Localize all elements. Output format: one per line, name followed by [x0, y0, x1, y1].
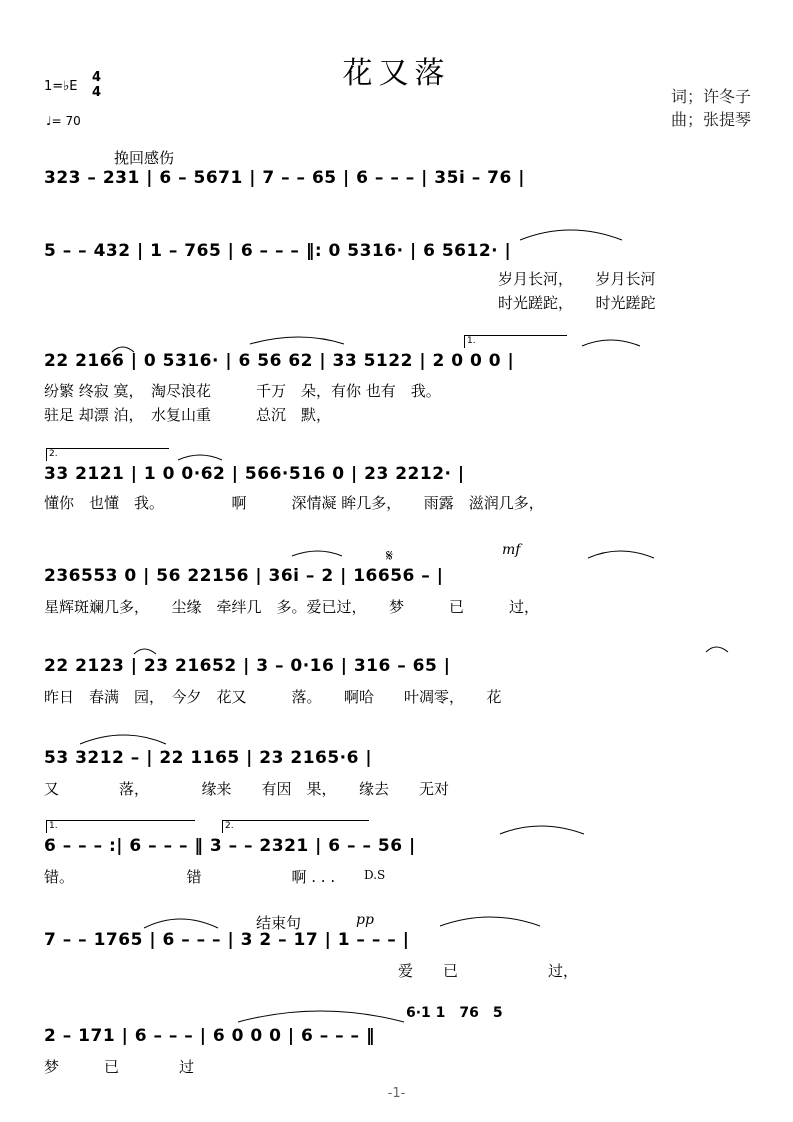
notation-row-9: 7 – – 1765 | 6 – – – | 3 2 – 17 | 1 – – – |	[44, 930, 410, 950]
lyrics-row-5: 星辉斑斓几多， 尘缘 牵绊几 多。爱已过， 梦 已 过，	[44, 598, 540, 616]
notation-row-5: 236553 0 | 56 22156 | 36i – 2 | 16656 – |	[44, 566, 444, 586]
time-sig-top: 4	[92, 70, 102, 85]
time-sig-bottom: 4	[92, 85, 102, 100]
section-label-intro: 挽回感伤	[114, 149, 175, 167]
lyricist-credit: 词；许冬子	[670, 87, 751, 106]
notation-row-6: 22 2123 | 23 21652 | 3 – 0·16 | 316 – 65 |	[44, 656, 451, 676]
lyrics-row-9: 爱 已 过，	[398, 962, 579, 980]
segno-mark: 𝄋	[386, 546, 393, 565]
lyrics-row-3-verse-1: 纷繁 终寂 寞， 淘尽浪花 千万 朵，有你 也有 我。	[44, 382, 441, 400]
lyrics-row-8: 错。 错 啊 . . .	[44, 868, 336, 886]
volta-ending-1: 1.	[46, 820, 195, 833]
song-title: 花又落	[342, 56, 451, 91]
page-number: -1-	[387, 1086, 406, 1101]
notation-row-2: 5 – – 432 | 1 – 765 | 6 – – – ‖: 0 5316· | 6 5612· |	[44, 241, 512, 261]
lyrics-row-4: 懂你 也懂 我。 啊 深情凝 眸几多， 雨露 滋润几多，	[44, 494, 544, 512]
lyrics-row-3-verse-2: 驻足 却漂 泊， 水复山重 总沉 默，	[44, 406, 332, 424]
notation-row-3: 22 2166 | 0 5316· | 6 56 62 | 33 5122 | 2 0 0 0 |	[44, 351, 515, 371]
lyrics-row-2-verse-1: 岁月长河， 岁月长河	[498, 270, 656, 288]
section-label-ending: 结束句	[256, 914, 302, 932]
lyrics-row-6: 昨日 春满 园， 今夕 花又 落。 啊哈 叶凋零， 花	[44, 688, 502, 706]
chord-upper-notes: 6·1 1 76 5	[406, 1005, 503, 1021]
volta-ending-2: 2.	[222, 820, 369, 833]
tempo-mark: ♩= 70	[46, 114, 81, 128]
composer-credit: 曲；张提琴	[670, 110, 751, 129]
dal-segno-mark: D.S	[364, 868, 386, 882]
dynamic-mf: mf	[502, 542, 521, 558]
volta-2: 2.	[46, 448, 169, 461]
notation-row-10: 2 – 171 | 6 – – – | 6 0 0 0 | 6 – – – ‖	[44, 1026, 375, 1046]
notation-row-7: 53 3212 – | 22 1165 | 23 2165·6 |	[44, 748, 373, 768]
lyrics-row-10: 梦 已 过	[44, 1058, 195, 1076]
key-label: 1=♭E	[44, 79, 78, 94]
notation-row-4: 33 2121 | 1 0 0·62 | 566·516 0 | 23 2212· |	[44, 464, 465, 484]
lyrics-row-7: 又 落， 缘来 有因 果， 缘去 无对	[44, 780, 450, 798]
volta-1: 1.	[464, 335, 567, 348]
lyrics-row-2-verse-2: 时光蹉跎， 时光蹉跎	[498, 294, 656, 312]
dynamic-pp: pp	[356, 912, 374, 928]
notation-row-1: 323 – 231 | 6 – 5671 | 7 – – 65 | 6 – – – | 35i – 76 |	[44, 168, 525, 188]
notation-row-8: 6 – – – :| 6 – – – ‖ 3 – – 2321 | 6 – – 56 |	[44, 836, 416, 856]
